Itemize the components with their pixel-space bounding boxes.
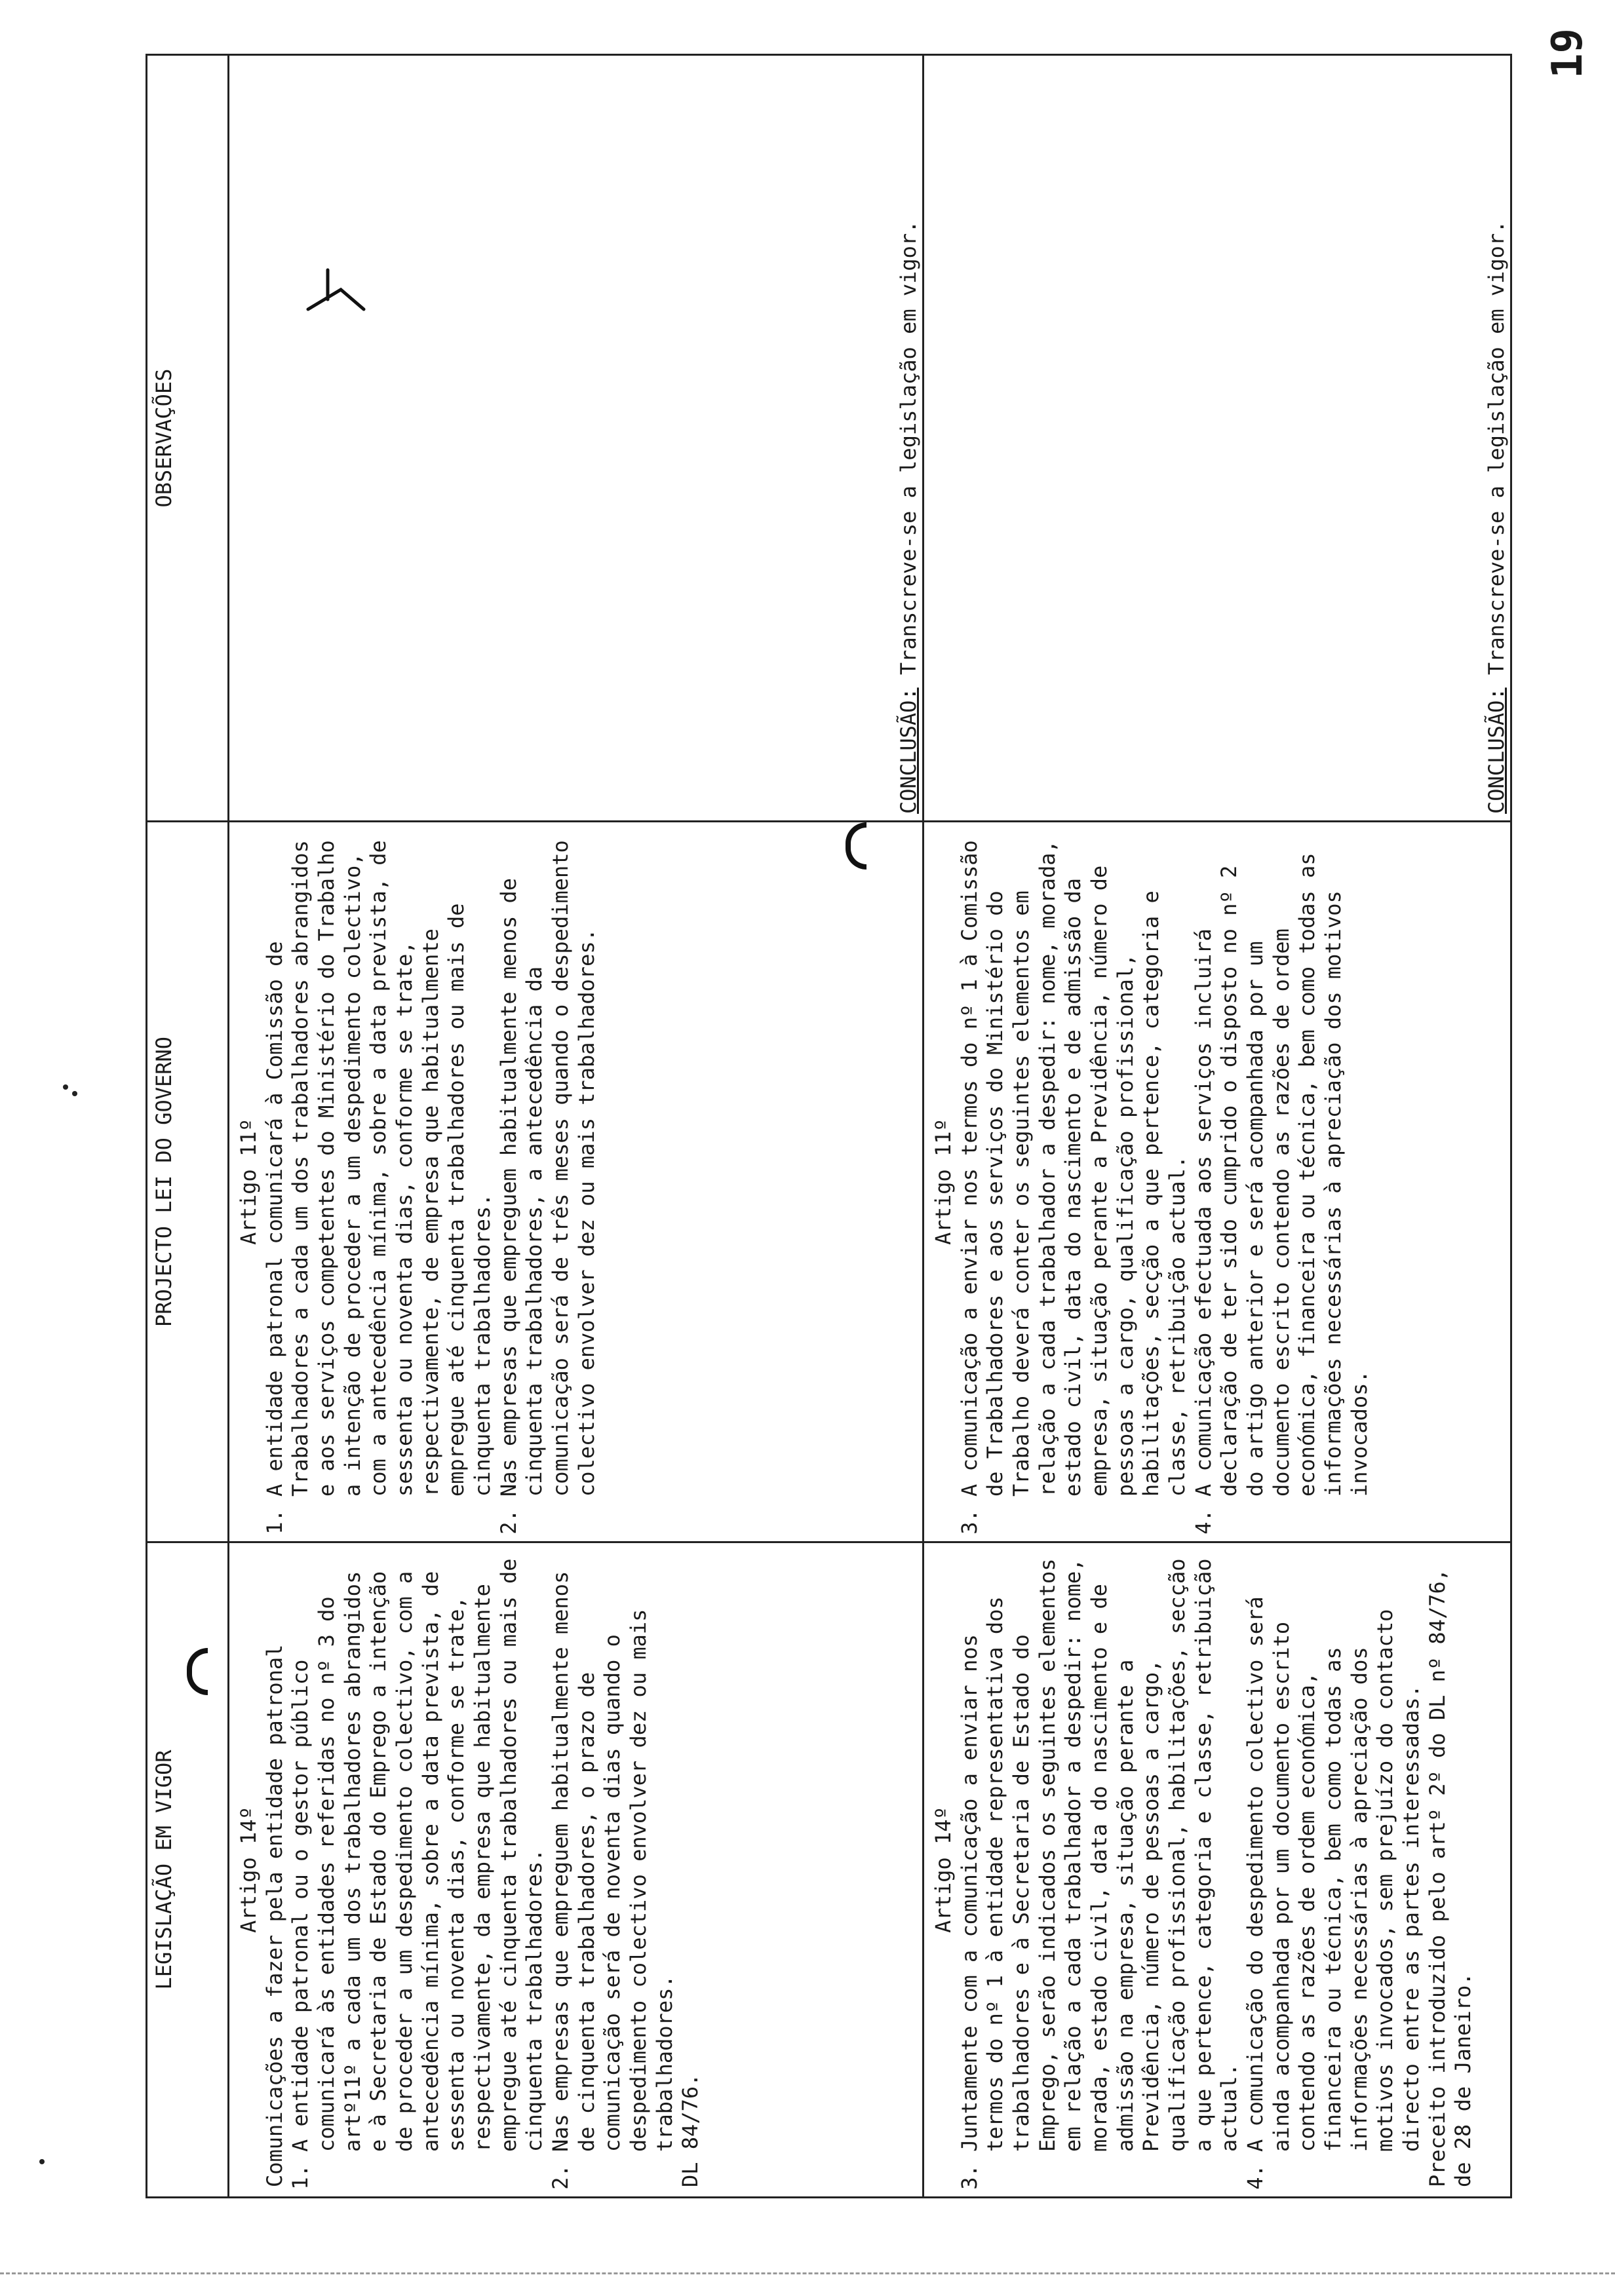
cell-observacoes (924, 55, 1511, 822)
article-title: Artigo 14º (236, 1807, 261, 1933)
conclusion-text: Transcreve-se a legislação em vigor. (896, 220, 922, 676)
cell-observacoes (229, 55, 924, 822)
scan-edge-line (0, 2272, 1615, 2274)
source-note: DL 84/76. (678, 2073, 703, 2187)
conclusion-label: CONCLUSÃO: (1484, 687, 1509, 814)
scan-mark (39, 2159, 45, 2164)
list-item: 4. A comunicação do despedimento colectivo será ainda acompanhada por um documento escrito contendo as razões de ordem económica, financeira ou técnica, bem como todas as informações necessárias à apreciação dos motivos invocados, sem prejuízo do contacto directo entre as partes interessadas. (1243, 1552, 1425, 2152)
comparison-table (146, 54, 1512, 2198)
table-row (924, 55, 1511, 2198)
scan-mark (72, 1091, 77, 1096)
conclusion-text: Transcreve-se a legislação em vigor. (1484, 220, 1509, 676)
source-note: Preceito introduzido pelo artº 2º do DL nº 84/76, de 28 de Janeiro. (1424, 1568, 1476, 2187)
cell-projecto (229, 822, 924, 1542)
scan-mark (63, 1084, 68, 1090)
article-items (262, 832, 600, 1532)
page-number: 19 (1544, 28, 1592, 79)
header-legislacao: LEGISLAÇÃO EM VIGOR (147, 1542, 229, 2198)
conclusion-note (896, 214, 922, 820)
list-item: 1. A entidade patronal comunicará à Comissão de Trabalhadores a cada um dos trabalhadores abrangidos e aos serviços competentes do Ministério do Trabalho a intenção de proceder a um despedimento colectivo, com a antecedência mínima, sobre a data prevista, de sessenta ou noventa dias, conforme se trate, respectivamente, de empresa que habitualmente empregue até cinquenta trabalhadores ou mais de cinquenta trabalhadores. (262, 832, 496, 1497)
list-item: 2. Nas empresas que empreguem habitualmente menos de cinquenta trabalhadores, o prazo de comunicação será de noventa dias quando o despedimento colectivo envolver dez ou mais trabalhadores. (548, 1552, 678, 2152)
header-observacoes: OBSERVAÇÕES (147, 55, 229, 822)
article-items (957, 832, 1373, 1532)
article-title: Artigo 11º (931, 1119, 956, 1245)
cell-legislacao (229, 1542, 924, 2198)
table-row (229, 55, 924, 2198)
article-title: Artigo 14º (931, 1807, 956, 1933)
header-row (147, 55, 229, 2198)
cell-legislacao (924, 1542, 1511, 2198)
list-item: 4. A comunicação efectuada aos serviços incluirá declaração de ter sido cumprido o disposto no nº 2 do artigo anterior e será acompanhada por um documento escrito contendo as razões de ordem económica, financeira ou técnica, bem como todas as informações necessárias à apreciação dos motivos invocados. (1191, 832, 1373, 1497)
list-item: 1. A entidade patronal ou o gestor público comunicará às entidades referidas no nº 3 do artº11º a cada um dos trabalhadores abrangidos e à Secretaria de Estado do Emprego a intenção de proceder a um despedimento colectivo, com a antecedência mínima, sobre a data prevista, de sessenta ou noventa dias, conforme se trate, respectivamente, da empresa que habitualmente empregue até cinquenta trabalhadores ou mais de cinquenta trabalhadores. (288, 1552, 548, 2152)
handwritten-initial-icon (302, 263, 374, 322)
list-item: 3. Juntamente com a comunicação a enviar nos termos do nº 1 à entidade representativa dos trabalhadores e à Secretaria de Estado do Emprego, serão indicados os seguintes elementos em relação a cada trabalhador a despedir: nome, morada, estado civil, data do nascimento e de admissão na empresa, situação perante a Previdência, número de pessoas a cargo, qualificação profissional, habilitações, secção a que pertence, categoria e classe, retribuição actual. (957, 1552, 1243, 2152)
list-item: 2. Nas empresas que empreguem habitualmente menos de cinquenta trabalhadores, a antecedência da comunicação será de três meses quando o despedimento colectivo envolver dez ou mais trabalhadores. (496, 832, 600, 1497)
conclusion-label: CONCLUSÃO: (896, 687, 922, 814)
conclusion-note (1484, 214, 1510, 820)
article-intro: Comunicações a fazer pela entidade patronal (262, 1644, 287, 2187)
article-items (288, 1552, 678, 2187)
article-title: Artigo 11º (236, 1119, 261, 1245)
header-projecto: PROJECTO LEI DO GOVERNO (147, 822, 229, 1542)
document-table-container (146, 56, 1512, 2198)
list-item: 3. A comunicação a enviar nos termos do nº 1 à Comissão de Trabalhadores e aos serviços do Ministério do Trabalho deverá conter os seguintes elementos em relação a cada trabalhador a despedir: nome, morada, estado civil, data do nascimento e de admissão da empresa, situação perante a Previdência, número de pessoas a cargo, qualificação profissional, habilitações, secção a que pertence, categoria e classe, retribuição actual. (957, 832, 1191, 1497)
cell-projecto (924, 822, 1511, 1542)
article-items (957, 1552, 1425, 2187)
